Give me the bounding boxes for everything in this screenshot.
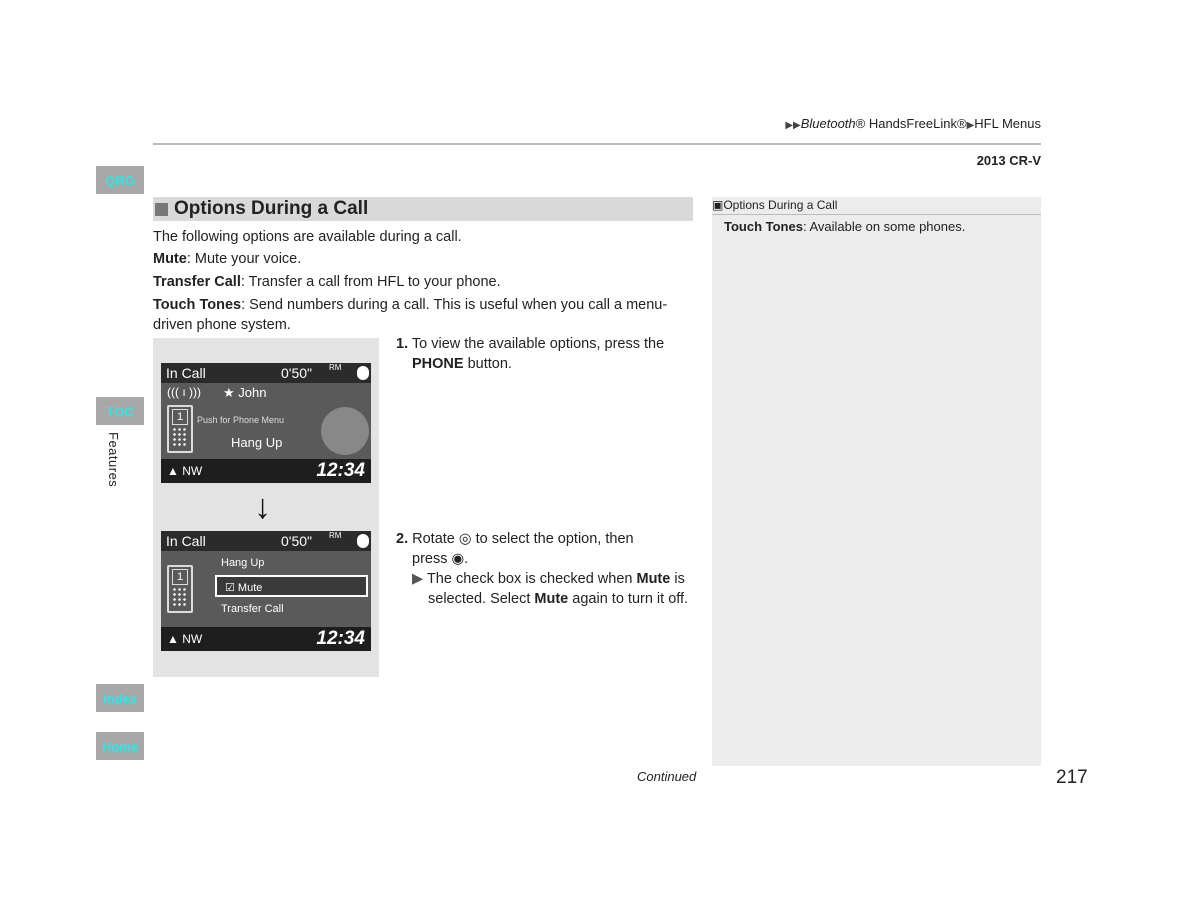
signal-icon: RM (329, 531, 342, 540)
index-tab[interactable]: Index (96, 684, 144, 712)
menu-item-hang-up[interactable]: Hang Up (221, 557, 265, 569)
section-label: Features (106, 432, 121, 488)
screen-title: In Call (166, 365, 206, 381)
down-arrow-icon: ↓ (254, 488, 271, 526)
note-icon: ▣ (712, 198, 724, 212)
call-timer: 0'50" (281, 533, 313, 549)
model-label: 2013 CR-V (976, 153, 1041, 168)
breadcrumb-arrow-icon: ▶▶ (785, 120, 801, 131)
push-menu-text: Push for Phone Menu (197, 415, 285, 425)
home-tab[interactable]: Home (96, 732, 144, 760)
tones-desc: : Send numbers during a call. This is useful when you call a menu-driven phone system. (153, 297, 668, 333)
clock: 12:34 (316, 628, 365, 649)
sidebar-body: Touch Tones: Available on some phones. (724, 219, 966, 234)
breadcrumb-hfl: ® HandsFreeLink® (855, 116, 967, 131)
breadcrumb-arrow-icon: ▶ (966, 120, 975, 131)
phone-number: 1 (172, 409, 188, 425)
toc-tab[interactable]: TOC (96, 397, 144, 425)
intro-text: The following options are available during a call. (153, 229, 462, 245)
transfer-desc: : Transfer a call from HFL to your phone. (240, 274, 501, 290)
screen-in-call (161, 363, 371, 483)
section-title: Options During a Call (174, 198, 369, 219)
keypad-icon (172, 587, 188, 607)
menu-item-mute[interactable]: ☑ Mute (215, 575, 368, 597)
compass: ▲ NW (167, 464, 203, 478)
bluetooth-icon (357, 534, 369, 548)
tones-item (153, 295, 678, 335)
keypad-icon (172, 427, 188, 447)
compass: ▲ NW (167, 632, 203, 646)
caller-name: ★ John (223, 385, 267, 400)
step-2: 2. Rotate ◎ to select the option, then press ◉. ▶ The check box is checked when Mute is selected. Select Mute again to turn it off. (396, 531, 689, 607)
transfer-item (153, 272, 683, 292)
selector-knob-icon (321, 407, 369, 455)
press-knob-icon: ◉ (451, 551, 465, 567)
mute-desc: : Mute your voice. (186, 251, 302, 267)
screen-call-options (161, 531, 371, 651)
sidebar-heading: ▣Options During a Call (712, 197, 1041, 215)
sidebar-note (712, 197, 1041, 766)
breadcrumb-menus[interactable]: HFL Menus (974, 116, 1041, 131)
square-bullet-icon (155, 203, 168, 216)
page-number: 217 (1056, 767, 1088, 788)
continued-label: Continued (637, 769, 697, 784)
transfer-term: Transfer Call (153, 274, 241, 290)
note-arrow-icon: ▶ (412, 571, 424, 587)
breadcrumb (785, 116, 1041, 131)
menu-item-transfer-call[interactable]: Transfer Call (221, 603, 284, 615)
clock: 12:34 (316, 460, 365, 481)
phone-number: 1 (172, 569, 188, 585)
tones-term: Touch Tones (153, 297, 242, 313)
ringing-icon: ((( ı ))) (167, 385, 201, 399)
breadcrumb-bluetooth: Bluetooth (800, 116, 856, 131)
mute-item (153, 249, 683, 269)
screen-title: In Call (166, 533, 206, 549)
hang-up-label: Hang Up (231, 435, 283, 450)
screen-header (161, 531, 371, 551)
mute-term: Mute (153, 251, 187, 267)
bluetooth-icon (357, 366, 369, 380)
call-timer: 0'50" (281, 365, 313, 381)
section-heading (153, 197, 693, 221)
signal-icon: RM (329, 363, 342, 372)
phone-icon (167, 565, 193, 613)
rotate-knob-icon: ◎ (458, 531, 472, 547)
step-1: 1. To view the available options, press the PHONE button. (396, 336, 665, 372)
phone-icon (167, 405, 193, 453)
contact-star-icon: ★ (223, 385, 235, 400)
screen-footer (161, 459, 371, 483)
screen-footer (161, 627, 371, 651)
header-rule (153, 143, 1041, 145)
qrg-tab[interactable]: QRG (96, 166, 144, 194)
screen-header (161, 363, 371, 383)
